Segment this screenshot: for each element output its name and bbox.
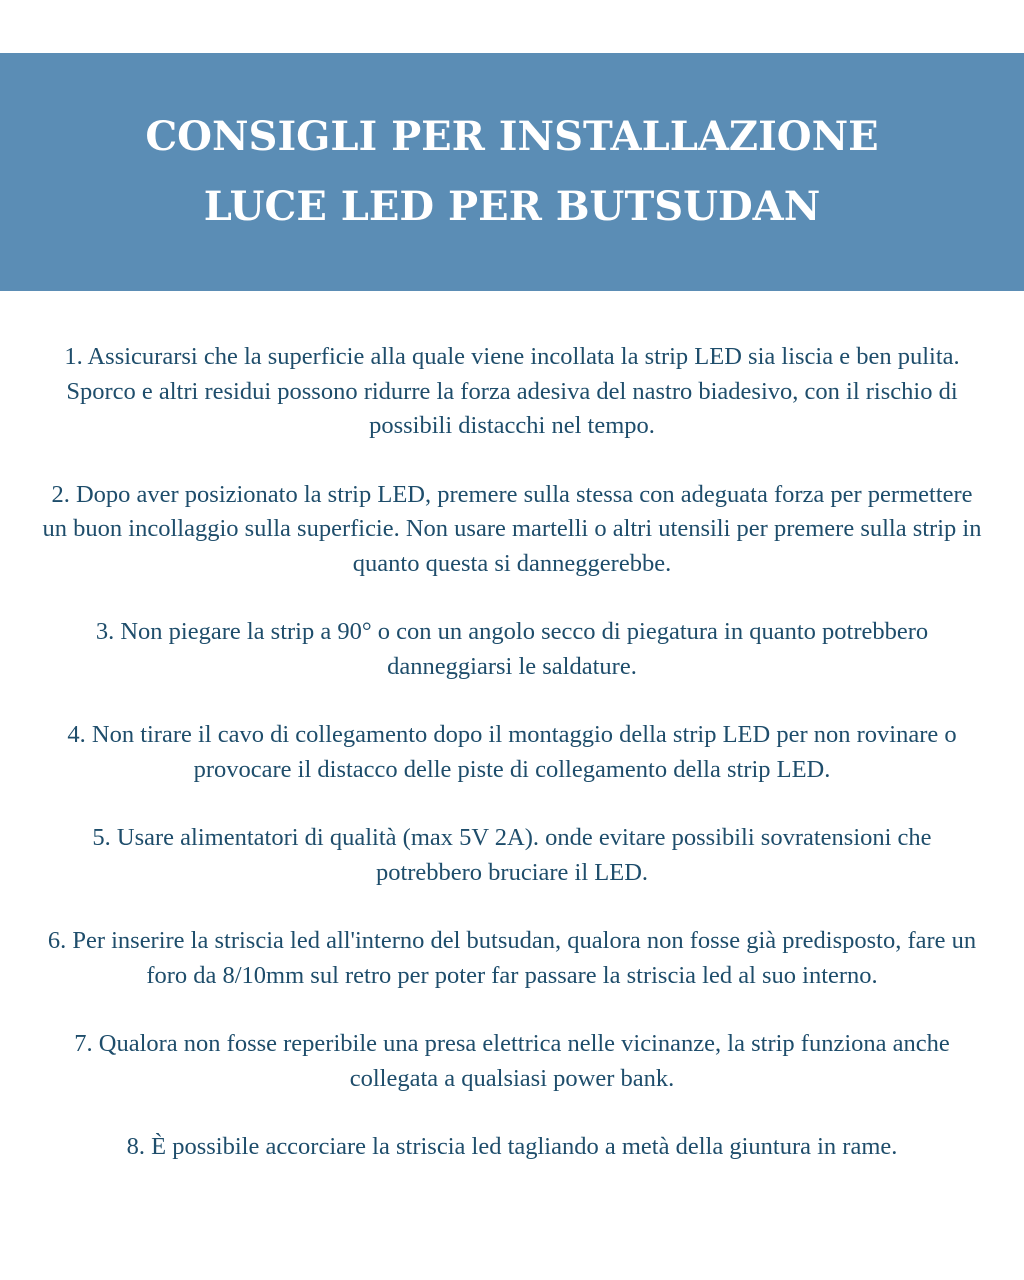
tip-7: 7. Qualora non fosse reperibile una presa elettrica nelle vicinanze, la strip funziona anche collegata a qualsiasi power bank. <box>74 1030 950 1092</box>
title-line-2: LUCE LED PER BUTSUDAN <box>203 183 821 230</box>
tip-5: 5. Usare alimentatori di qualità (max 5V 2A). onde evitare possibili sovratensioni che potrebbero bruciare il LED. <box>92 824 932 886</box>
title-banner <box>0 53 1024 291</box>
tip-6: 6. Per inserire la striscia led all'interno del butsudan, qualora non fosse già predisposto, fare un foro da 8/10mm sul retro per poter far passare la striscia led al suo interno. <box>47 927 977 989</box>
tip-2: 2. Dopo aver posizionato la strip LED, premere sulla stessa con adeguata forza per permettere un buon incollaggio sulla superficie. Non usare martelli o altri utensili per premere sulla strip in quanto questa si danneggerebbe. <box>42 480 982 577</box>
tip-4: 4. Non tirare il cavo di collegamento dopo il montaggio della strip LED per non rovinare o provocare il distacco delle piste di collegamento della strip LED. <box>67 721 957 783</box>
tip-1: 1. Assicurarsi che la superficie alla quale viene incollata la strip LED sia liscia e ben pulita. Sporco e altri residui possono ridurre la forza adesiva del nastro biadesivo, con il rischio di possibili distacchi nel tempo. <box>64 343 960 439</box>
installation-tips-list <box>40 340 984 1199</box>
tip-3: 3. Non piegare la strip a 90° o con un angolo secco di piegatura in quanto potrebbero danneggiarsi le saldature. <box>95 618 929 680</box>
title-line-1: CONSIGLI PER INSTALLAZIONE <box>145 113 879 160</box>
tip-8: 8. È possibile accorciare la striscia led tagliando a metà della giuntura in rame. <box>126 1133 898 1160</box>
